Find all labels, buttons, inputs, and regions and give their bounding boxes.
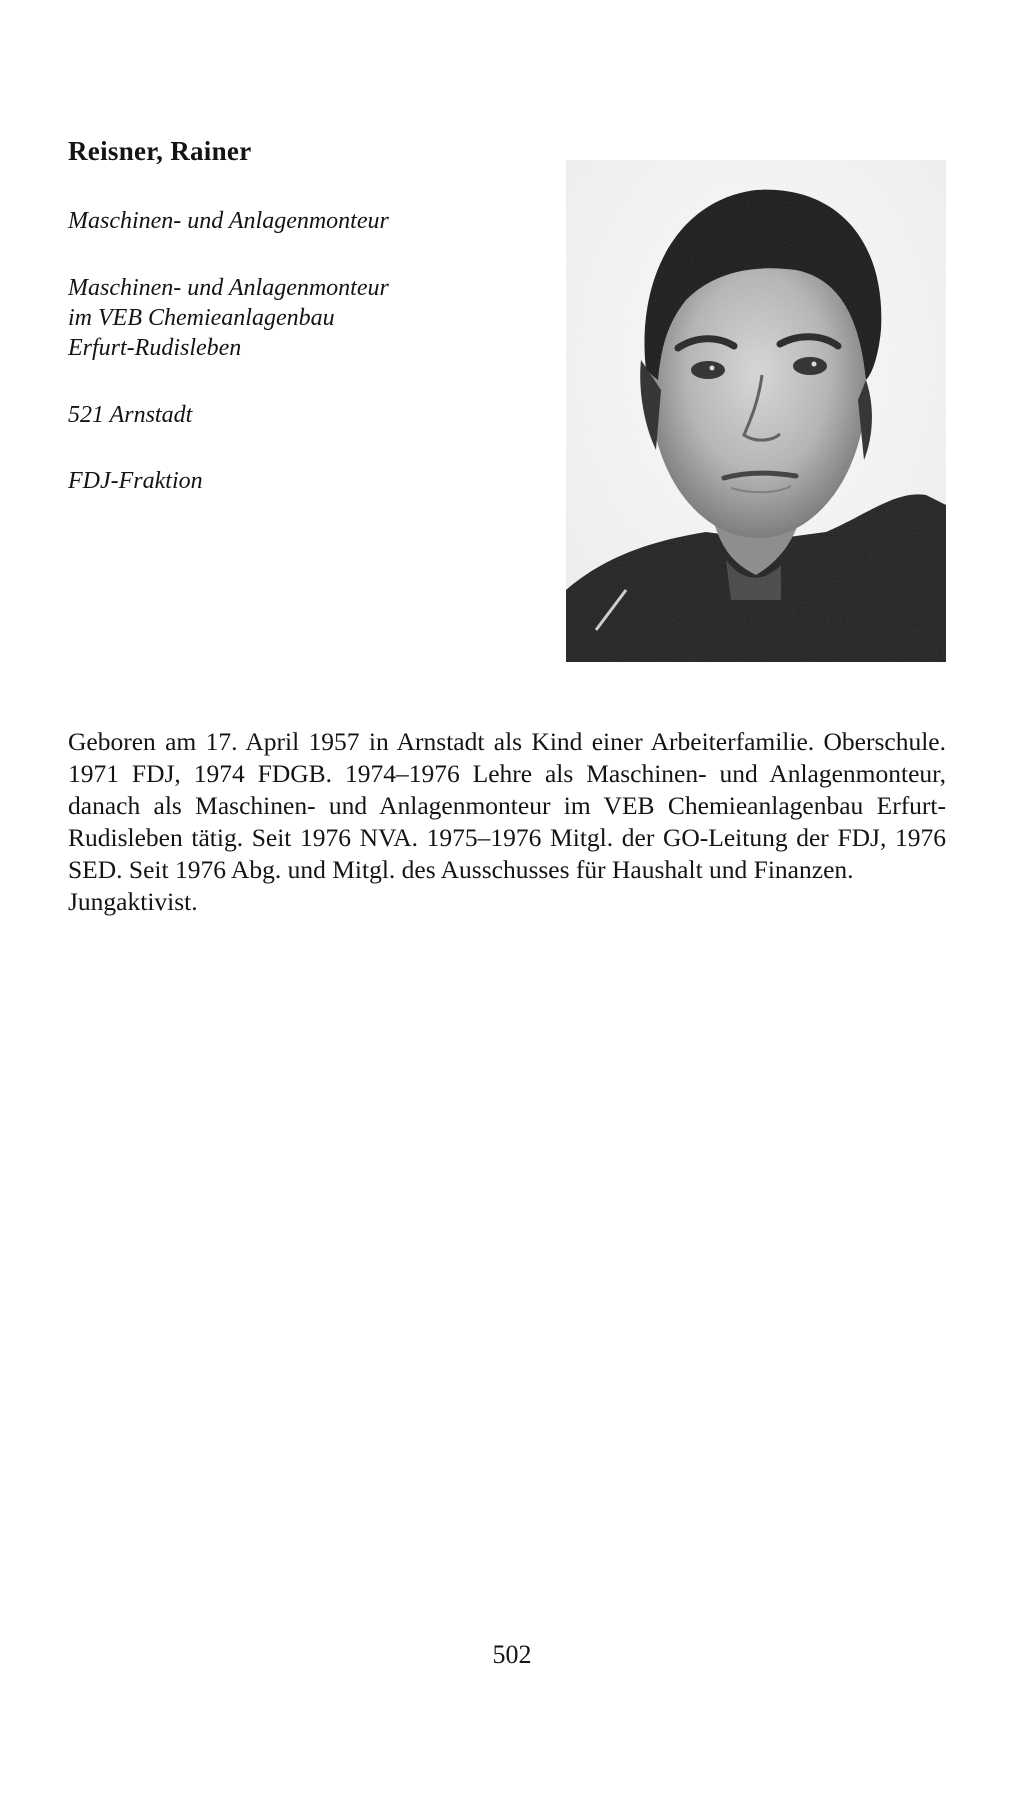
workplace: [68, 273, 389, 363]
portrait-photo: [566, 160, 946, 662]
residence: 521 Arnstadt: [68, 402, 193, 428]
biography: [68, 726, 946, 918]
workplace-line: Maschinen- und Anlagenmonteur: [68, 275, 389, 301]
parliamentary-faction: FDJ-Fraktion: [68, 468, 203, 494]
award: Jungaktivist.: [68, 887, 198, 916]
workplace-line: Erfurt-Rudisleben: [68, 335, 242, 361]
occupation: Maschinen- und Anlagenmonteur: [68, 208, 389, 234]
biography-text: Geboren am 17. April 1957 in Arnstadt als Kind einer Arbeiterfamilie. Oberschule. 1971 FDJ, 1974 FDGB. 1974–1976 Lehre als Maschinen- und Anlagenmonteur, danach als Maschinen- und Anlagenmonteur im VEB Chemieanlagenbau Erfurt-Rudisleben tätig. Seit 1976 NVA. 1975–1976 Mitgl. der GO-Leitung der FDJ, 1976 SED. Seit 1976 Abg. und Mitgl. des Ausschusses für Haushalt und Finanzen.: [68, 727, 946, 884]
page-number: 502: [492, 1640, 532, 1669]
person-name: Reisner, Rainer: [68, 136, 252, 166]
workplace-line: im VEB Chemieanlagenbau: [68, 305, 335, 331]
